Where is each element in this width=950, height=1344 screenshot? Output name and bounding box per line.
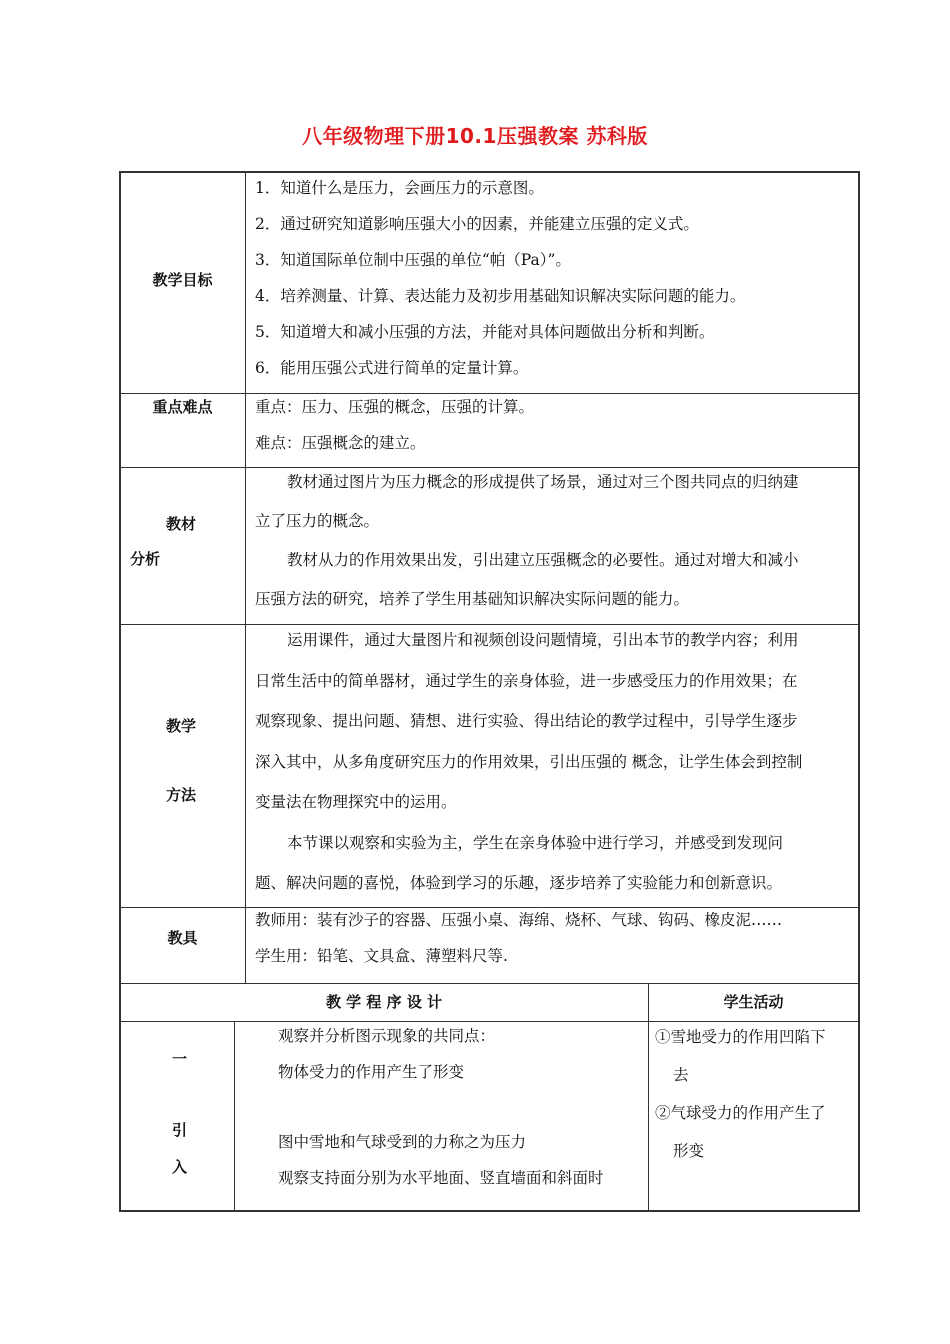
activity-line: ②气球受力的作用产生了 xyxy=(655,1104,826,1122)
list-item: 6．能用压强公式进行简单的定量计算。 xyxy=(255,359,529,377)
page-title: 八年级物理下册10.1压强教案 苏科版 xyxy=(302,124,648,148)
step-title-char: 引 xyxy=(172,1121,188,1139)
paragraph-line: 观察现象、提出问题、猜想、进行实验、得出结论的教学过程中，引导学生逐步 xyxy=(255,712,798,730)
paragraph-line: 立了压力的概念。 xyxy=(255,512,380,530)
paragraph-line: 图中雪地和气球受到的力称之为压力 xyxy=(278,1133,527,1151)
paragraph-line: 观察支持面分别为水平地面、竖直墙面和斜面时 xyxy=(278,1169,604,1187)
step-title-char: 入 xyxy=(172,1158,188,1176)
tools-label: 教具 xyxy=(167,929,198,947)
paragraph-line: 深入其中，从多角度研究压力的作用效果，引出压强的 概念，让学生体会到控制 xyxy=(255,752,803,771)
activity-line: 形变 xyxy=(673,1142,705,1160)
teacher-tools: 教师用：装有沙子的容器、压强小桌、海绵、烧杯、气球、钩码、橡皮泥…… xyxy=(255,911,783,929)
program-design-header: 教 学 程 序 设 计 xyxy=(325,993,443,1011)
objectives-label: 教学目标 xyxy=(152,271,213,289)
list-item: 1．知道什么是压力，会画压力的示意图。 xyxy=(255,179,544,197)
material-label-2: 分析 xyxy=(130,550,161,568)
material-content xyxy=(255,463,859,619)
list-item: 5．知道增大和减小压强的方法，并能对具体问题做出分析和判断。 xyxy=(255,323,715,341)
paragraph-line: 运用课件，通过大量图片和视频创设问题情境，引出本节的教学内容；利用 xyxy=(287,631,799,649)
activity-line: ①雪地受力的作用凹陷下 xyxy=(655,1028,826,1046)
paragraph-line: 日常生活中的简单器材，通过学生的亲身体验，进一步感受压力的作用效果；在 xyxy=(255,671,798,690)
student-activity-header: 学生活动 xyxy=(723,993,784,1011)
method-label-1: 教学 xyxy=(166,717,197,735)
activity-line: 去 xyxy=(673,1066,689,1084)
key-points-content xyxy=(255,389,855,461)
tools-content xyxy=(255,902,859,974)
paragraph-line: 压强方法的研究，培养了学生用基础知识解决实际问题的能力。 xyxy=(255,590,690,608)
student-activity-content xyxy=(655,1018,855,1170)
material-label-1: 教材 xyxy=(166,515,197,533)
paragraph-line: 教材从力的作用效果出发，引出建立压强概念的必要性。通过对增大和减小 xyxy=(287,551,799,569)
method-label-2: 方法 xyxy=(166,786,197,804)
method-content xyxy=(255,620,859,904)
list-item: 3．知道国际单位制中压强的单位“帕（Pa）”。 xyxy=(255,251,571,269)
key-point: 重点：压力、压强的概念，压强的计算。 xyxy=(255,398,535,416)
intro-content xyxy=(278,1018,646,1196)
list-item: 2．通过研究知道影响压强大小的因素，并能建立压强的定义式。 xyxy=(255,215,699,233)
objectives-list xyxy=(255,170,855,386)
paragraph-line: 物体受力的作用产生了形变 xyxy=(278,1063,465,1081)
paragraph-line: 变量法在物理探究中的运用。 xyxy=(255,793,457,811)
column-divider xyxy=(245,172,246,983)
column-divider xyxy=(234,1021,235,1212)
step-number: 一 xyxy=(172,1050,188,1068)
student-tools: 学生用：铅笔、文具盒、薄塑料尺等. xyxy=(255,947,508,965)
list-item: 4．培养测量、计算、表达能力及初步用基础知识解决实际问题的能力。 xyxy=(255,287,746,305)
paragraph-line: 教材通过图片为压力概念的形成提供了场景，通过对三个图共同点的归纳建 xyxy=(287,473,799,491)
paragraph-line: 观察并分析图示现象的共同点： xyxy=(278,1027,496,1045)
paragraph-line: 题、解决问题的喜悦，体验到学习的乐趣，逐步培养了实验能力和创新意识。 xyxy=(255,874,783,892)
paragraph-line: 本节课以观察和实验为主，学生在亲身体验中进行学习，并感受到发现问 xyxy=(287,833,784,852)
difficult-point: 难点：压强概念的建立。 xyxy=(255,434,426,452)
key-points-label: 重点难点 xyxy=(152,398,213,416)
